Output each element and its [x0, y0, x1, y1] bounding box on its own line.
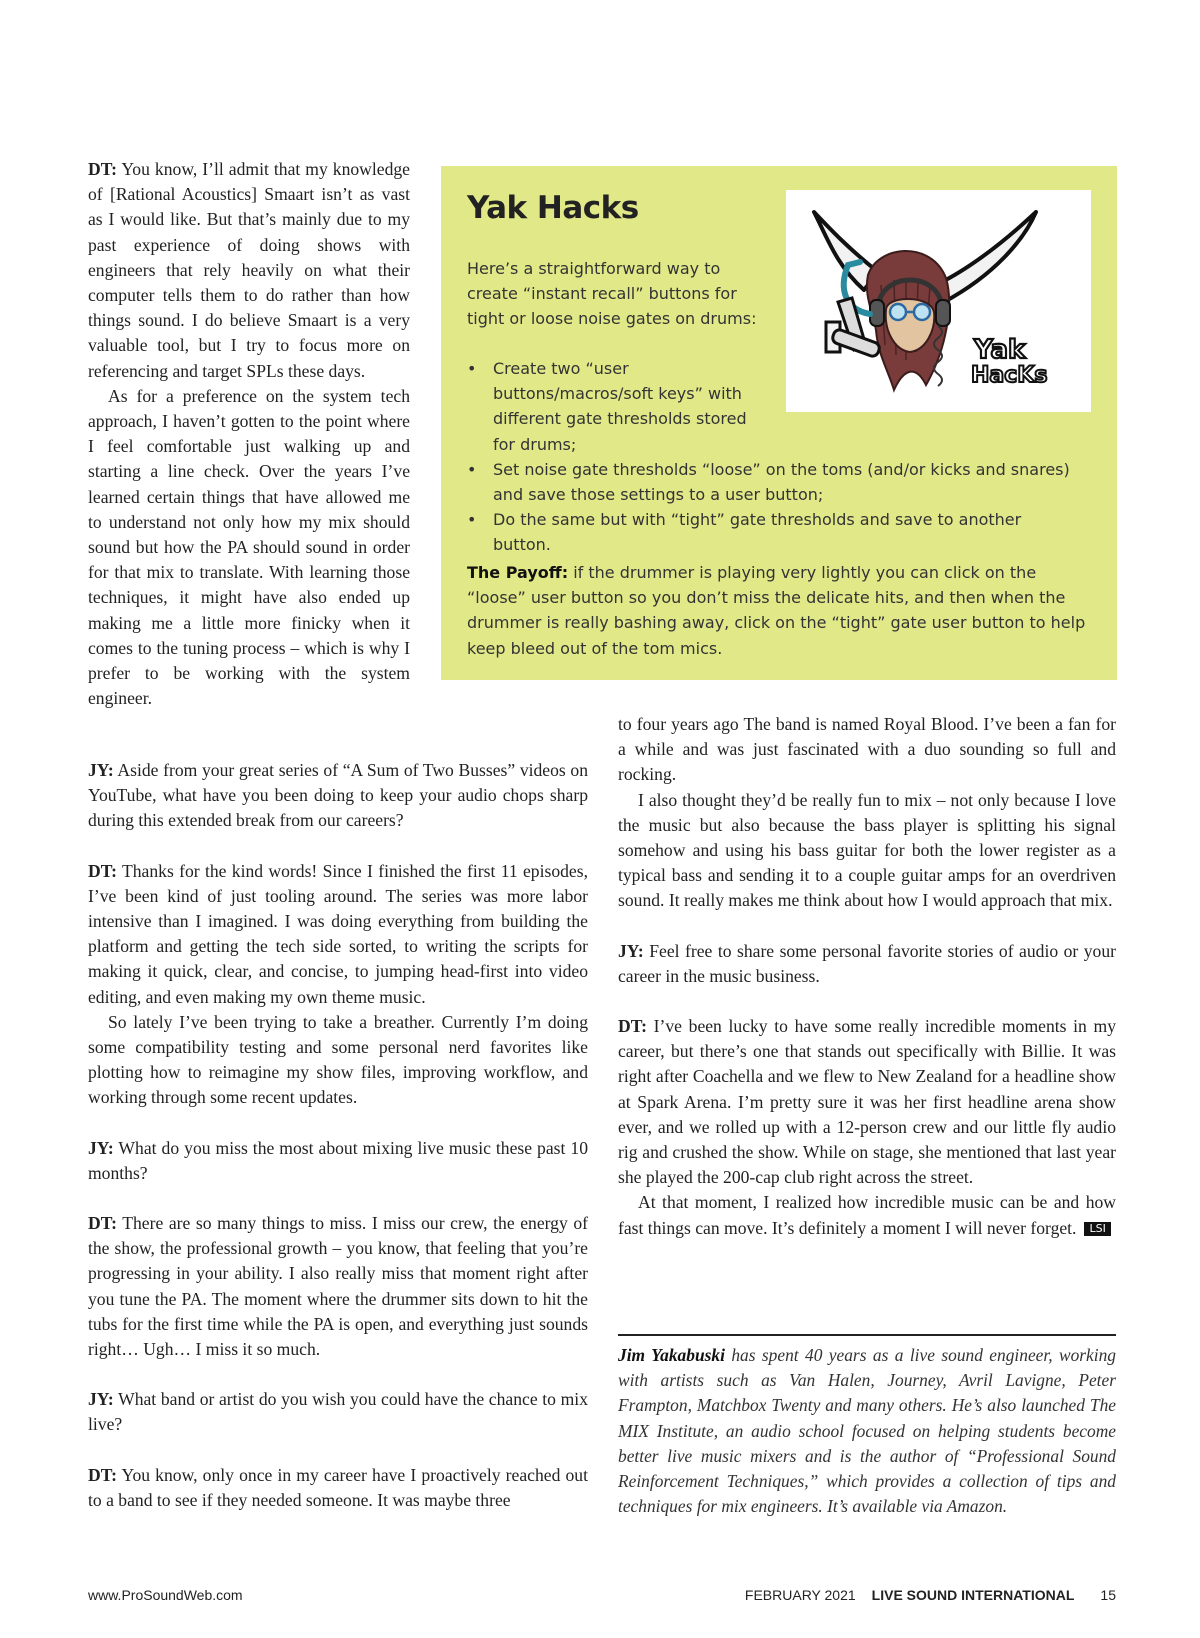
list-item-text: Set noise gate thresholds “loose” on the toms (and/or kicks and snares) and save those settings to a user button;: [493, 459, 1070, 505]
footer-magazine: LIVE SOUND INTERNATIONAL: [871, 1587, 1075, 1603]
yak-hacks-sidebar: [441, 166, 1117, 680]
paragraph-text: Thanks for the kind words! Since I finished the first 11 episodes, I’ve been kind of just tooling around. The series was more labor intensive than I imagined. I was doing everything from building the platform and getting the tech side sorted, to writing the scripts for making it quick, clear, and concise, to jumping head-first into video editing, and even making my own theme music.: [88, 860, 588, 1007]
footer-info: [745, 1587, 1116, 1603]
logo-text-yak: Yak: [974, 335, 1026, 365]
paragraph-text: What do you miss the most about mixing live music these past 10 months?: [88, 1137, 588, 1183]
payoff-text: if the drummer is playing very lightly you can click on the “loose” user button so you don’t miss the delicate hits, and then when the drummer is really bashing away, click on the “tight” gate user button to help keep bleed out of the tom mics.: [467, 563, 1086, 658]
speaker-label: JY:: [88, 1137, 114, 1158]
paragraph: [618, 712, 1116, 788]
paragraph: [618, 939, 1116, 989]
paragraph: [88, 1387, 588, 1437]
sidebar-intro: Here’s a straightforward way to create “instant recall” buttons for tight or loose noise gates on drums:: [467, 259, 757, 329]
paragraph: [618, 1014, 1116, 1190]
left-column-top: [88, 157, 410, 711]
author-name: Jim Yakabuski: [618, 1345, 725, 1365]
speaker-label: JY:: [88, 1389, 114, 1410]
paragraph: [618, 788, 1116, 914]
list-item: [467, 457, 1077, 507]
list-item-text: • Create two “user buttons/macros/soft keys” with different gate thresholds stored for drums;: [493, 359, 747, 454]
end-mark: LSI: [1084, 1222, 1110, 1236]
paragraph-text: You know, only once in my career have I proactively reached out to a band to see if they needed someone. It was maybe three: [88, 1464, 588, 1510]
list-item: [467, 507, 1077, 557]
paragraph: [88, 384, 410, 712]
speaker-label: DT:: [618, 1016, 647, 1037]
paragraph-text: to four years ago The band is named Royal Blood. I’ve been a fan for a while and was just fascinated with a duo sounding so full and rocking.: [618, 714, 1116, 785]
paragraph: [88, 1211, 588, 1362]
paragraph: [88, 1010, 588, 1111]
paragraph-text: At that moment, I realized how incredible music can be and how fast things can move. It’s definitely a moment I will never forget.: [618, 1192, 1116, 1238]
left-column-bottom: [88, 758, 588, 1513]
speaker-label: DT:: [88, 159, 117, 179]
yak-hacks-logo: [786, 190, 1091, 412]
paragraph: [88, 859, 588, 1010]
bio-divider: [618, 1334, 1116, 1336]
paragraph: [88, 1136, 588, 1186]
paragraph-text: Feel free to share some personal favorite stories of audio or your career in the music business.: [618, 940, 1116, 986]
page-number: 15: [1100, 1587, 1116, 1603]
footer-date: FEBRUARY 2021: [744, 1587, 856, 1603]
payoff-label: The Payoff:: [467, 563, 569, 582]
author-bio: [618, 1343, 1116, 1519]
speaker-label: DT:: [88, 1464, 117, 1485]
paragraph: [88, 758, 588, 834]
logo-text-hacks: HacKs: [971, 363, 1048, 388]
bio-text: has spent 40 years as a live sound engineer, working with artists such as Van Halen, Journey, Avril Lavigne, Peter Frampton, Matchbox Twenty and many others. He’s also launched The MIX Institute, an audio school focused on helping students become better live music mixers and is the author of “Professional Sound Reinforcement Techniques,” which provides a collection of tips and techniques for mix engineers. It’s available via Amazon.: [618, 1345, 1116, 1517]
paragraph: [618, 1190, 1116, 1240]
paragraph: [88, 1463, 588, 1513]
footer-url[interactable]: www.ProSoundWeb.com: [88, 1587, 243, 1603]
sidebar-title: Yak Hacks: [467, 190, 639, 226]
speaker-label: JY:: [88, 760, 114, 780]
paragraph-text: You know, I’ll admit that my knowledge of [Rational Acoustics] Smaart isn’t as vast as I would like. But that’s mainly due to my past experience of doing shows with engineers that rely heavily on what their computer tells them to do rather than how things sound. I do believe Smaart is a very valuable tool, but I try to focus more on referencing and target SPLs these days.: [88, 159, 410, 381]
paragraph-text: As for a preference on the system tech approach, I haven’t gotten to the point where I feel comfortable just walking up and starting a line check. Over the years I’ve learned certain things that have allowed me to understand not only how my mix should sound but how the PA should sound in order for that mix to translate. With learning those techniques, it might have also ended up making me a little more finicky when it comes to the tuning process – which is why I prefer to be working with the system engineer.: [88, 385, 410, 709]
yak-logo-icon: [786, 190, 1091, 412]
paragraph-text: There are so many things to miss. I miss our crew, the energy of the show, the professional growth – you know, that feeling that you’re progressing in your ability. I also really miss that moment right after you tune the PA. The moment where the drummer sits down to hit the tubs for the first time while the PA is open, and everything just sounds right… Ugh… I miss it so much.: [88, 1213, 588, 1360]
paragraph-text: What band or artist do you wish you could have the chance to mix live?: [88, 1389, 588, 1435]
list-item-text: Do the same but with “tight” gate thresholds and save to another button.: [493, 510, 1022, 555]
sidebar-payoff: [467, 560, 1087, 661]
right-column: [618, 712, 1116, 1241]
speaker-label: DT:: [88, 860, 117, 881]
paragraph-text: I also thought they’d be really fun to mix – not only because I love the music but also because the bass player is splitting his signal somehow and using his bass guitar for both the lower register as a typical bass and sending it to a couple guitar amps for an overdriven sound. It really makes me think about how I would approach that mix.: [618, 789, 1116, 911]
paragraph-text: So lately I’ve been trying to take a breather. Currently I’m doing some compatibility testing and some personal nerd favorites like plotting how to reimagine my show files, improving workflow, and working through some recent updates.: [88, 1011, 588, 1108]
paragraph: [88, 157, 410, 384]
speaker-label: DT:: [88, 1213, 117, 1234]
paragraph-text: I’ve been lucky to have some really incredible moments in my career, but there’s one that stands out specifically with Billie. It was right after Coachella and we flew to New Zealand for a headline show at Spark Arena. I’m pretty sure it was her first headline arena show ever, and we rolled up with a 12-person crew and our little fly audio rig and crushed the show. While on stage, she mentioned that last year she played the 200-cap club right across the street.: [618, 1016, 1116, 1188]
paragraph-text: Aside from your great series of “A Sum of Two Busses” videos on YouTube, what have you been doing to keep your audio chops sharp during this extended break from our careers?: [88, 760, 588, 831]
speaker-label: JY:: [618, 940, 644, 961]
